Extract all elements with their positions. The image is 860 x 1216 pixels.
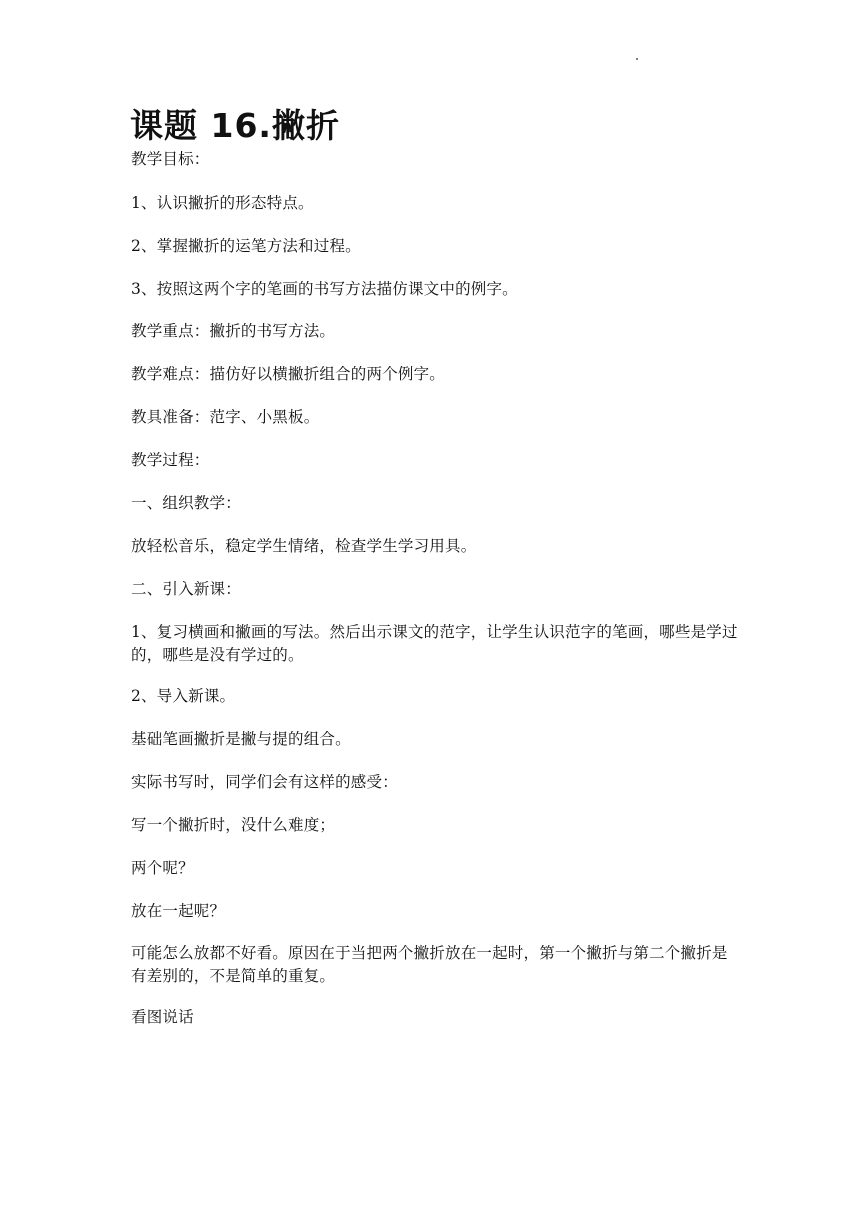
section-introduce-lesson: 二、引入新课：	[131, 580, 241, 598]
introduce-new-lesson: 2、导入新课。	[131, 687, 236, 705]
teaching-difficulty: 教学难点：描仿好以横撇折组合的两个例字。	[131, 365, 446, 383]
section-organize-teaching: 一、组织教学：	[131, 494, 241, 512]
one-stroke-text: 写一个撇折时，没什么难度；	[131, 816, 336, 834]
teaching-materials: 教具准备：范字、小黑板。	[131, 408, 320, 426]
corner-dot-mark	[636, 58, 638, 60]
teaching-focus: 教学重点：撇折的书写方法。	[131, 322, 336, 340]
organize-teaching-text: 放轻松音乐，稳定学生情绪，检查学生学习用具。	[131, 537, 477, 555]
goal-item-3: 3、按照这两个字的笔画的书写方法描仿课文中的例字。	[131, 280, 518, 298]
two-strokes-question: 两个呢？	[131, 859, 194, 877]
teaching-process-heading: 教学过程：	[131, 451, 210, 469]
picture-talk-text: 看图说话	[131, 1008, 194, 1026]
teaching-goals-heading: 教学目标：	[131, 150, 210, 168]
basic-stroke-text: 基础笔画撇折是撇与提的组合。	[131, 730, 351, 748]
goal-item-2: 2、掌握撇折的运笔方法和过程。	[131, 237, 361, 255]
review-strokes-text: 1、复习横画和撇画的写法。然后出示课文的范字，让学生认识范字的笔画，哪些是学过的，哪些是没有学过的。	[131, 623, 738, 664]
goal-item-1: 1、认识撇折的形态特点。	[131, 194, 314, 212]
lesson-title: 课题 16.撇折	[130, 106, 340, 145]
writing-feeling-text: 实际书写时，同学们会有这样的感受：	[131, 773, 398, 791]
difference-explanation: 可能怎么放都不好看。原因在于当把两个撇折放在一起时，第一个撇折与第二个撇折是有差别的，不是简单的重复。	[131, 944, 728, 985]
together-question: 放在一起呢？	[131, 902, 226, 920]
